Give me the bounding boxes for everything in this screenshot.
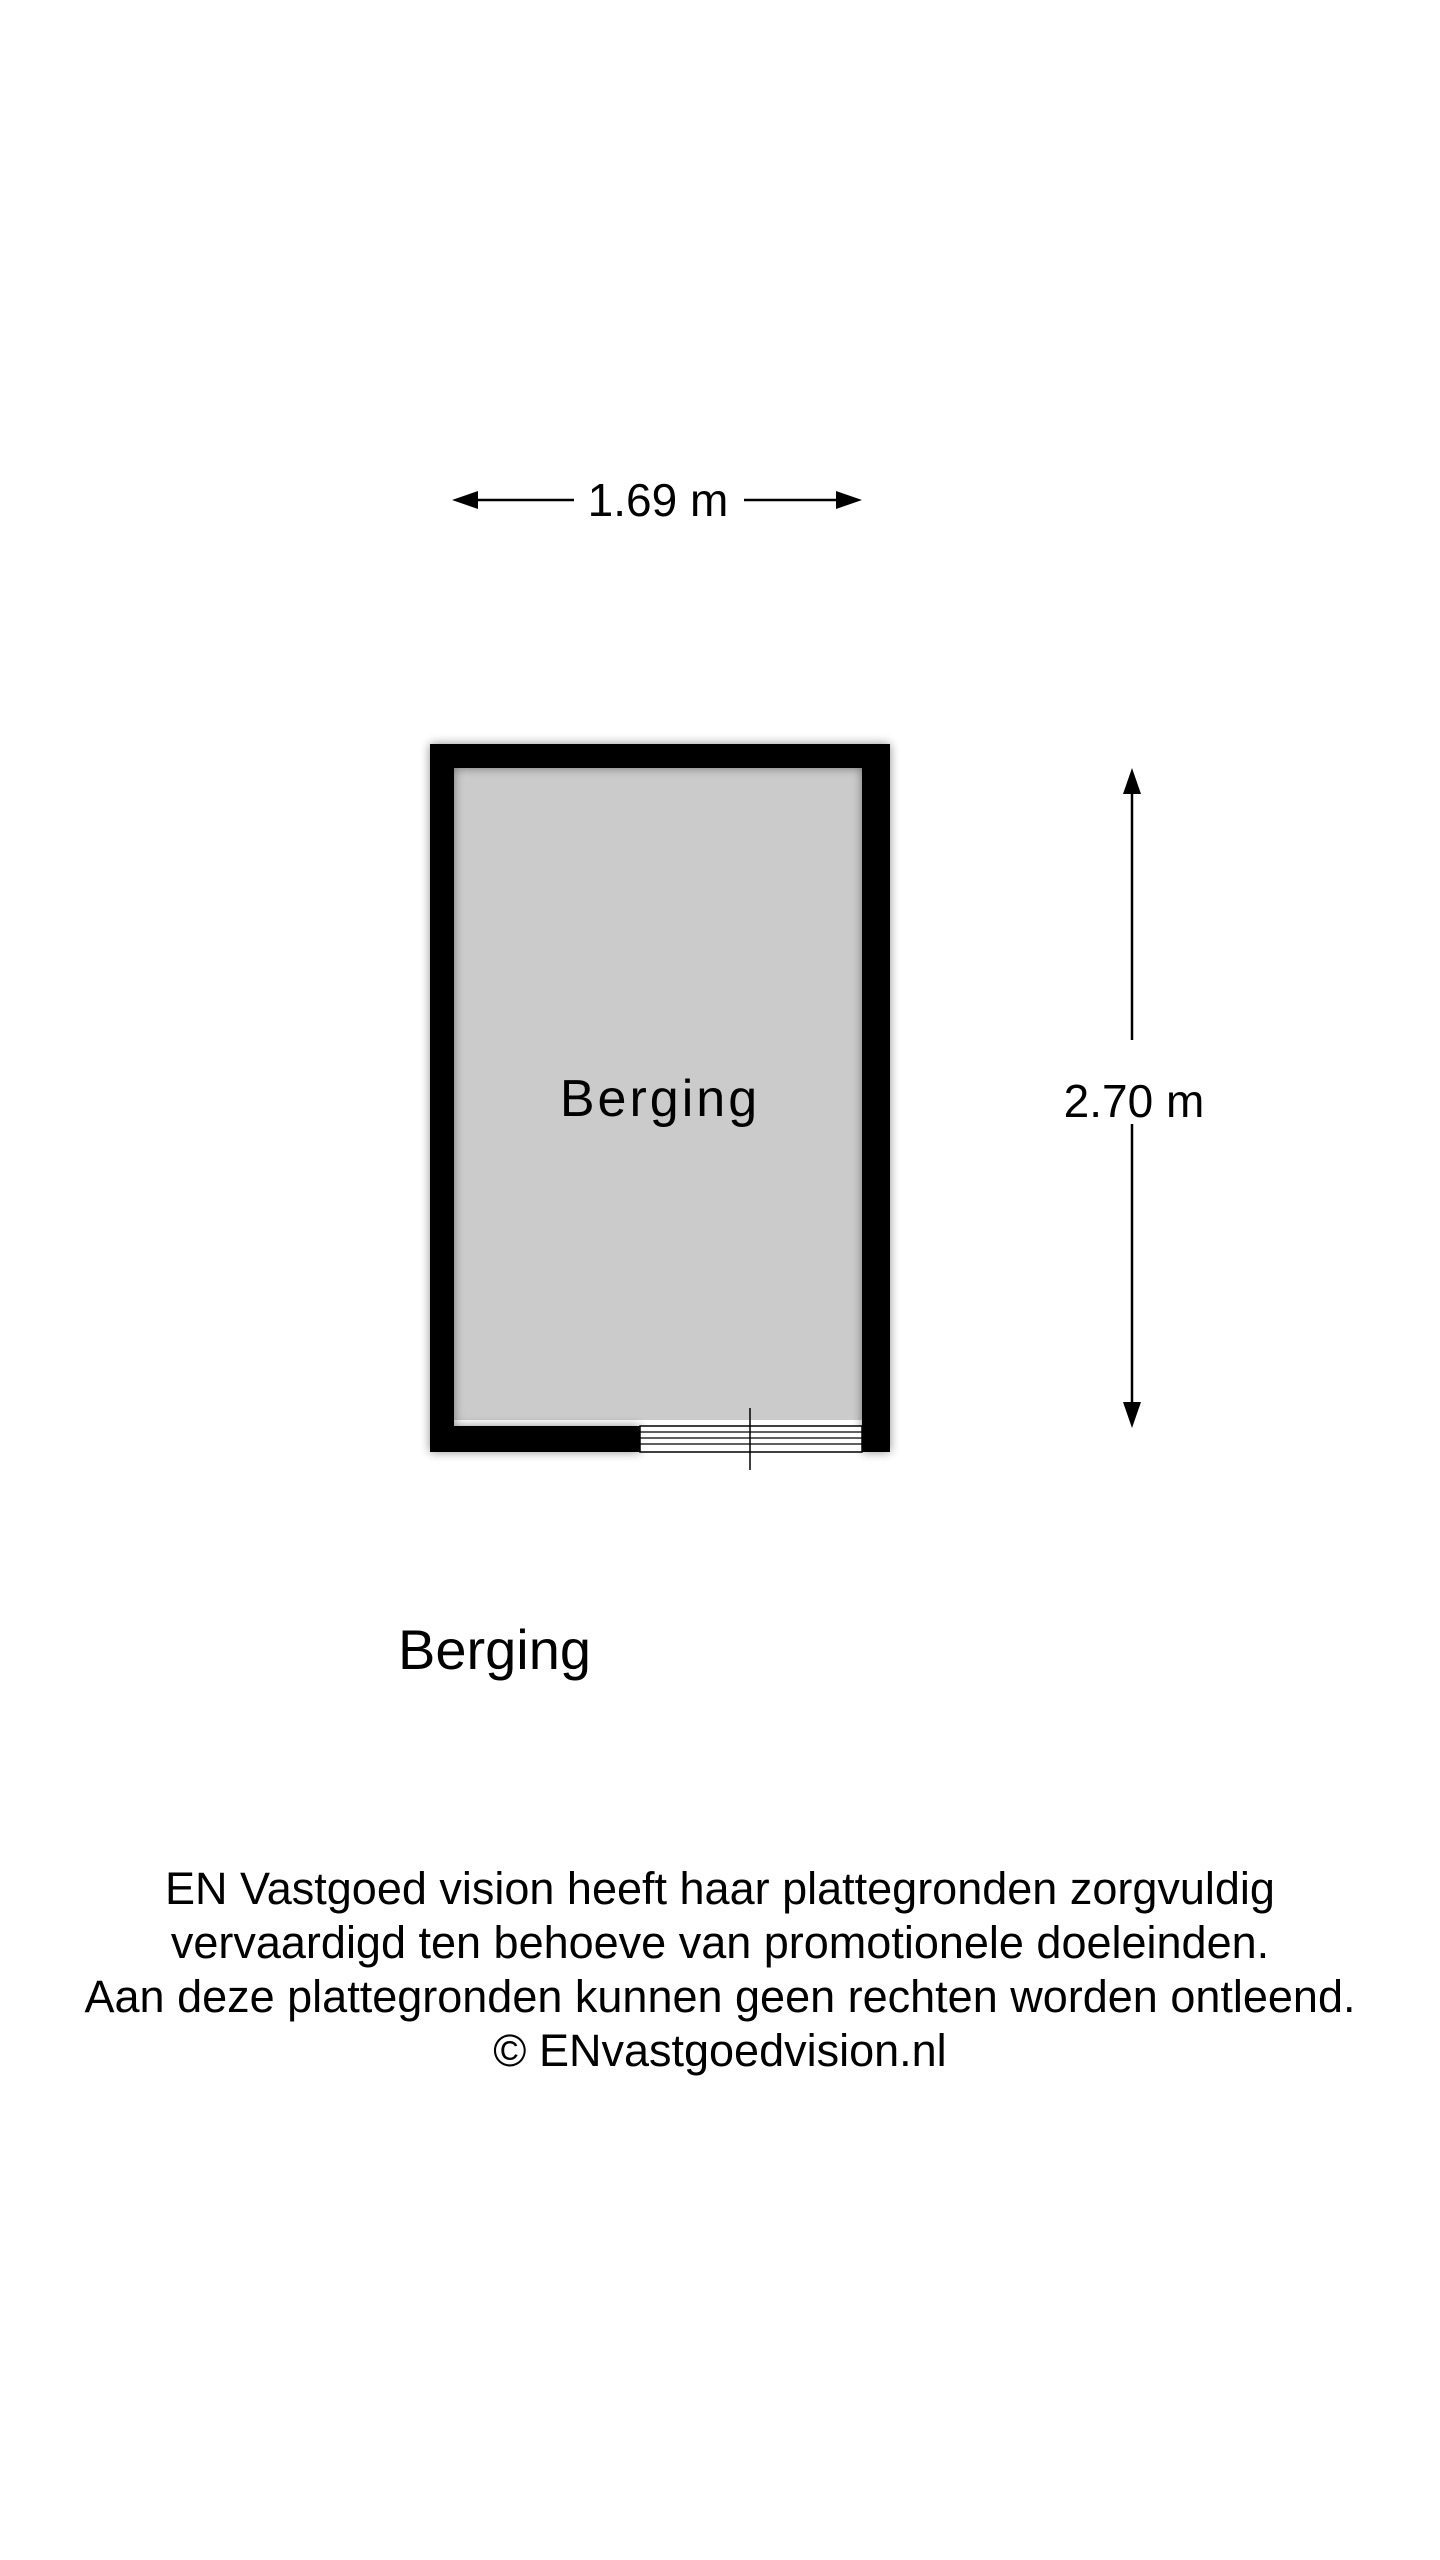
height-dimension xyxy=(1064,768,1205,1428)
wall-left xyxy=(430,744,454,1452)
disclaimer-line-2: vervaardigd ten behoeve van promotionele doeleinden. xyxy=(170,1917,1270,1968)
wall-bottom-left xyxy=(430,1426,640,1452)
width-dimension xyxy=(452,474,862,526)
width-dimension-label: 1.69 m xyxy=(587,474,729,526)
height-arrow-down-icon xyxy=(1123,1402,1141,1428)
disclaimer xyxy=(20,1862,1420,2078)
door-frame xyxy=(640,1426,862,1452)
wall-top xyxy=(430,744,890,768)
disclaimer-copyright: © ENvastgoedvision.nl xyxy=(493,2025,947,2076)
disclaimer-line-3: Aan deze plattegronden kunnen geen rechten worden ontleend. xyxy=(84,1971,1356,2022)
disclaimer-line-1: EN Vastgoed vision heeft haar plattegronden zorgvuldig xyxy=(165,1863,1275,1914)
height-dimension-label: 2.70 m xyxy=(1063,1075,1205,1127)
floor-label: Berging xyxy=(398,1618,592,1681)
room-label: Berging xyxy=(559,1070,761,1128)
height-arrow-up-icon xyxy=(1123,768,1141,794)
room-berging xyxy=(430,744,890,1470)
width-arrow-right-icon xyxy=(836,491,862,509)
wall-right xyxy=(862,744,890,1452)
width-arrow-left-icon xyxy=(452,491,478,509)
